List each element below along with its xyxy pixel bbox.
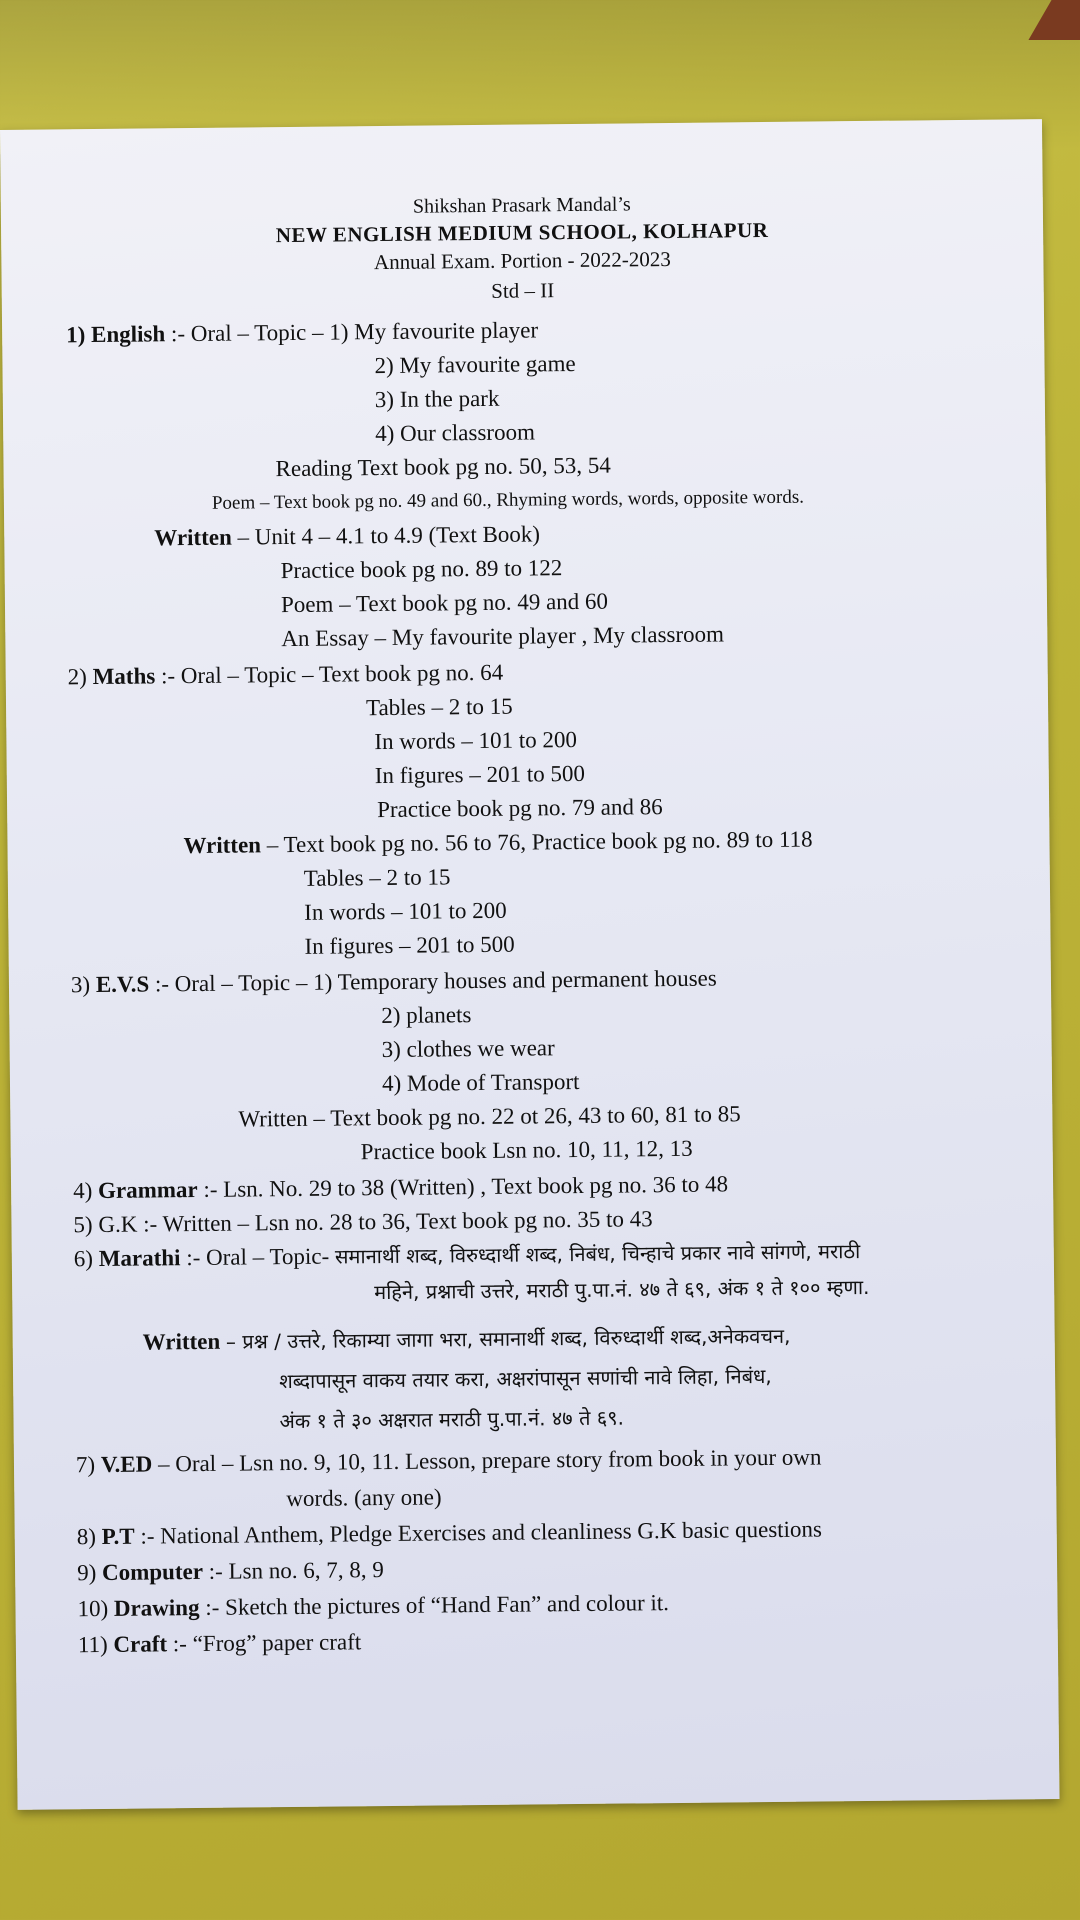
subject-computer: Computer (101, 1558, 204, 1586)
evs-written: Written – Text book pg no. 22 ot 26, 43 to 60, 81 to 85 (238, 1101, 741, 1132)
maths-oral-prefix: :- Oral – Topic – Text book pg no. 64 (160, 659, 504, 689)
section-number: 11) (77, 1631, 108, 1658)
english-topic-1: 1) My favourite player (329, 317, 539, 345)
maths-written-2: In words – 101 to 200 (304, 897, 507, 925)
evs-topic-4: 4) Mode of Transport (381, 1068, 580, 1097)
maths-oral-3: In figures – 201 to 500 (374, 760, 586, 789)
maths-oral-2: In words – 101 to 200 (374, 726, 578, 755)
section-number: 2) (67, 664, 88, 690)
exam-title: Annual Exam. Portion - 2022-2023 (373, 246, 671, 275)
marathi-written-line-1: – प्रश्न / उत्तरे, रिकाम्या जागा भरा, समानार्थी शब्द, विरुध्दार्थी शब्द,अनेकवचन, (225, 1323, 791, 1354)
ved-text: – Oral – Lsn no. 9, 10, 11. Lesson, prepare story from book in your own (157, 1444, 822, 1477)
subject-maths: Maths (92, 663, 156, 690)
evs-oral-prefix: :- Oral – Topic – (154, 969, 308, 997)
marathi-oral-line-1: समानार्थी शब्द, विरुध्दार्थी शब्द, निबंध, चिन्हाचे प्रकार नावे सांगणे, मराठी (334, 1239, 861, 1269)
craft-text: :- “Frog” paper craft (172, 1629, 362, 1657)
section-number: 3) (70, 972, 91, 998)
computer-text: :- Lsn no. 6, 7, 8, 9 (208, 1557, 384, 1584)
written-label: Written (183, 832, 262, 859)
section-number: 8) (76, 1524, 97, 1550)
exam-portion-sheet (0, 119, 1060, 1810)
section-number: 10) (77, 1595, 109, 1622)
marathi-oral-line-2: महिने, प्रश्नाची उत्तरे, मराठी पु.पा.नं. ४७ ते ६९, अंक १ ते १०० म्हणा. (374, 1274, 870, 1305)
marathi-heading (74, 1237, 861, 1273)
marathi-written-heading (143, 1322, 791, 1357)
section-number: 5) (73, 1212, 93, 1238)
evs-heading (71, 965, 717, 1000)
evs-practice: Practice book Lsn no. 10, 11, 12, 13 (360, 1135, 693, 1165)
subject-craft: Craft (113, 1631, 168, 1657)
marathi-written-line-2: शब्दापासून वाकय तयार करा, अक्षरांपासून सणांची नावे लिहा, निबंध, (278, 1363, 772, 1394)
maths-written-heading (183, 826, 812, 861)
ved-line (76, 1443, 822, 1479)
written-label: Written (142, 1328, 221, 1355)
english-poem: Poem – Text book pg no. 49 and 60., Rhyming words, words, opposite words. (211, 486, 805, 514)
section-number: 7) (75, 1452, 96, 1478)
grammar-text: :- Lsn. No. 29 to 38 (Written) , Text book pg no. 36 to 48 (203, 1171, 729, 1202)
evs-topic-2: 2) planets (381, 1002, 472, 1029)
subject-grammar: Grammar (97, 1176, 198, 1204)
drawing-line (77, 1589, 669, 1623)
ved-text-2: words. (any one) (286, 1484, 442, 1512)
oral-prefix: :- Oral – Topic – (170, 319, 324, 347)
maths-written-3: In figures – 201 to 500 (304, 931, 515, 959)
maths-oral-4: Practice book pg no. 79 and 86 (377, 794, 663, 823)
section-number: 1) (66, 322, 86, 348)
pt-line (77, 1515, 823, 1551)
subject-pt: P.T (101, 1523, 135, 1550)
subject-ved: V.ED (100, 1451, 153, 1478)
english-topic-2: 2) My favourite game (374, 350, 576, 379)
gk-line (73, 1205, 653, 1239)
english-written-1: – Unit 4 – 4.1 to 4.9 (Text Book) (237, 521, 541, 550)
subject-evs: E.V.S (95, 971, 150, 998)
english-topic-3: 3) In the park (374, 385, 500, 413)
society-name: Shikshan Prasark Mandal’s (412, 193, 631, 218)
craft-line (78, 1628, 362, 1659)
english-written-4: An Essay – My favourite player , My classroom (281, 621, 725, 652)
marathi-written-line-3: अंक १ ते ३० अक्षरात मराठी पु.पा.नं. ४७ ते ६९. (279, 1405, 625, 1434)
subject-gk: G.K (98, 1211, 138, 1238)
gk-text: :- Written – Lsn no. 28 to 36, Text book pg no. 35 to 43 (142, 1206, 653, 1237)
maths-written-first: – Text book pg no. 56 to 76, Practice book pg no. 89 to 118 (266, 826, 813, 858)
subject-drawing: Drawing (113, 1594, 200, 1621)
english-written-2: Practice book pg no. 89 to 122 (280, 555, 563, 584)
evs-topic-1: 1) Temporary houses and permanent houses (313, 965, 717, 995)
written-label: Written (154, 524, 232, 551)
english-topic-4: 4) Our classroom (375, 419, 536, 447)
subject-english: English (90, 321, 166, 348)
marathi-oral-prefix: :- Oral – Topic- (186, 1243, 330, 1271)
evs-topic-3: 3) clothes we wear (381, 1035, 555, 1063)
school-name: NEW ENGLISH MEDIUM SCHOOL, KOLHAPUR (275, 217, 769, 248)
english-heading (66, 316, 538, 349)
maths-oral-1: Tables – 2 to 15 (365, 693, 513, 721)
drawing-text: :- Sketch the pictures of “Hand Fan” and colour it. (205, 1590, 670, 1620)
subject-marathi: Marathi (98, 1245, 181, 1272)
english-written-heading (154, 520, 540, 552)
maths-heading (68, 659, 504, 692)
section-number: 9) (76, 1560, 97, 1586)
section-number: 6) (73, 1246, 94, 1272)
pt-text: :- National Anthem, Pledge Exercises and cleanliness G.K basic questions (140, 1516, 823, 1549)
computer-line (77, 1556, 384, 1587)
maths-written-1: Tables – 2 to 15 (303, 864, 451, 891)
section-number: 4) (72, 1178, 93, 1204)
standard-label: Std – II (491, 278, 555, 303)
grammar-line (73, 1170, 728, 1205)
english-written-3: Poem – Text book pg no. 49 and 60 (280, 588, 609, 618)
english-reading: Reading Text book pg no. 50, 53, 54 (275, 452, 611, 482)
